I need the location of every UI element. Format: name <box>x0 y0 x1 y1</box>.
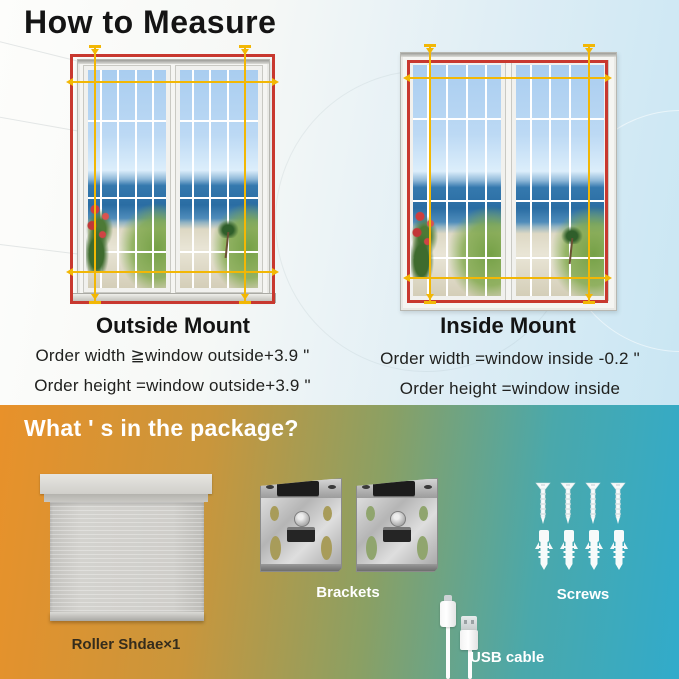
mounting-bracket <box>260 478 342 572</box>
usb-cable-wire <box>446 624 450 679</box>
bracket-hole <box>366 536 377 560</box>
roller-shade-bottom-bar <box>50 612 204 621</box>
usb-a-metal-tip <box>461 616 477 630</box>
width-measure-line <box>410 77 605 79</box>
bracket-bottom-fold <box>357 564 437 571</box>
height-measure-line <box>588 45 590 303</box>
bracket-hole <box>366 506 375 521</box>
outside-mount-heading: Outside Mount <box>96 313 250 338</box>
roller-shade-valance-lip <box>44 494 208 502</box>
height-measure-line <box>244 46 246 303</box>
screws-label: Screws <box>556 586 610 603</box>
inside-width-rule: Order width =window inside -0.2 " <box>380 349 640 368</box>
height-measure-line <box>94 46 96 303</box>
inside-mount-measure-frame <box>407 60 608 303</box>
mounting-bracket <box>356 478 438 572</box>
usb-a-connector <box>460 630 478 650</box>
bracket-bottom-fold <box>261 564 341 571</box>
bracket-screw-hole <box>362 485 370 489</box>
package-section <box>0 405 679 679</box>
bracket-hole <box>419 506 428 521</box>
screws-and-anchors-icon <box>528 478 638 578</box>
bracket-hole <box>321 536 332 560</box>
usb-cable-label: USB cable <box>470 649 545 666</box>
bracket-center-screw <box>390 511 406 527</box>
roller-shade-label: Roller Shdae×1 <box>71 636 181 653</box>
inside-height-rule: Order height =window inside <box>399 379 621 398</box>
brackets-label: Brackets <box>316 584 380 601</box>
micro-usb-connector <box>440 601 456 627</box>
outside-height-rule: Order height =window outside+3.9 " <box>34 376 311 395</box>
bracket-hole <box>417 536 428 560</box>
page-title: How to Measure <box>24 4 277 40</box>
roller-shade-fabric <box>50 502 204 614</box>
bracket-clip <box>287 527 315 542</box>
width-measure-line <box>73 271 272 273</box>
bracket-slot <box>373 481 415 496</box>
roller-shade-valance <box>40 474 212 494</box>
bracket-hole <box>270 506 279 521</box>
bracket-hole <box>270 536 281 560</box>
bracket-hole <box>323 506 332 521</box>
width-measure-line <box>410 277 605 279</box>
bracket-slot <box>277 481 319 496</box>
height-measure-line <box>429 45 431 303</box>
package-heading: What ' s in the package? <box>24 415 299 441</box>
bracket-clip <box>383 527 411 542</box>
bracket-screw-hole <box>424 485 432 489</box>
bracket-center-screw <box>294 511 310 527</box>
width-measure-line <box>73 81 272 83</box>
bracket-screw-hole <box>266 485 274 489</box>
outside-width-rule: Order width ≧window outside+3.9 " <box>35 346 310 365</box>
inside-mount-heading: Inside Mount <box>440 313 576 338</box>
bracket-screw-hole <box>328 485 336 489</box>
